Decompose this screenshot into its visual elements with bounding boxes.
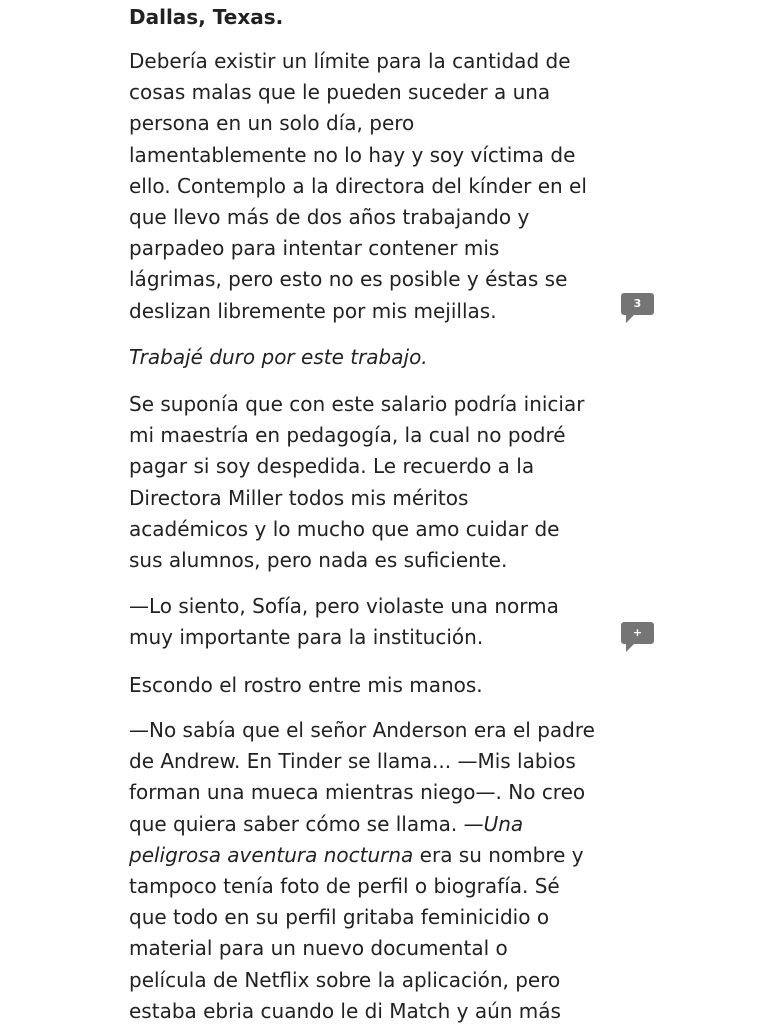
paragraph-line: película de Netflix sobre la aplicación, pero xyxy=(129,967,561,992)
paragraph-line: tampoco tenía foto de perfil o biografía. Sé xyxy=(129,874,560,899)
paragraph-line: parpadeo para intentar contener mis xyxy=(129,236,500,261)
paragraph-line: sus alumnos, pero nada es suficiente. xyxy=(129,548,508,573)
chapter-location-heading: Dallas, Texas. xyxy=(129,5,284,29)
paragraph-comment-button[interactable] xyxy=(621,293,654,324)
paragraph-5 xyxy=(129,670,629,701)
paragraph-line: que llevo más de dos años trabajando y xyxy=(129,205,530,230)
paragraph-line: estaba ebria cuando le di Match y aún más xyxy=(129,998,561,1023)
line-text-italic: Una xyxy=(483,811,524,836)
line-text: que quiera saber cómo se llama. — xyxy=(129,811,484,836)
add-comment-button[interactable] xyxy=(621,622,654,653)
add-comment-plus: + xyxy=(632,626,643,639)
paragraph-3 xyxy=(129,389,629,576)
paragraph-line: Directora Miller todos mis méritos xyxy=(129,485,469,510)
paragraph-line: cosas malas que le pueden suceder a una xyxy=(129,80,551,105)
paragraph-1 xyxy=(129,46,629,327)
paragraph-6 xyxy=(129,715,629,1027)
paragraph-line: material para un nuevo documental o xyxy=(129,936,508,961)
paragraph-line: ello. Contemplo a la directora del kínder en el xyxy=(129,173,587,198)
paragraph-line: pagar si soy despedida. Le recuerdo a la xyxy=(129,454,535,479)
paragraph-line: —Lo siento, Sofía, pero violaste una norma xyxy=(129,594,559,618)
paragraph-line: forman una mueca mientras niego—. No creo xyxy=(129,780,586,805)
paragraph-line: Debería existir un límite para la cantidad de xyxy=(129,49,571,73)
paragraph-line: —No sabía que el señor Anderson era el padre xyxy=(129,718,595,742)
paragraph-line: persona en un solo día, pero xyxy=(129,111,415,136)
paragraph-line: Escondo el rostro entre mis manos. xyxy=(129,673,483,697)
line-text-italic: peligrosa aventura nocturna xyxy=(129,842,414,867)
paragraph-line xyxy=(129,809,629,840)
paragraph-line: muy importante para la institución. xyxy=(129,625,484,650)
paragraph-line: que todo en su perfil gritaba feminicidio o xyxy=(129,905,550,930)
paragraph-line: de Andrew. En Tinder se llama... —Mis labios xyxy=(129,749,576,774)
comment-count: 3 xyxy=(633,297,642,310)
paragraph-line: mi maestría en pedagogía, la cual no podré xyxy=(129,423,566,448)
line-text: era su nombre y xyxy=(413,842,584,867)
paragraph-line xyxy=(129,840,629,871)
paragraph-line: deslizan libremente por mis mejillas. xyxy=(129,298,497,323)
paragraph-2 xyxy=(129,342,629,373)
paragraph-line: lágrimas, pero esto no es posible y éstas se xyxy=(129,267,568,292)
paragraph-line: Trabajé duro por este trabajo. xyxy=(129,345,428,369)
paragraph-line: Se suponía que con este salario podría iniciar xyxy=(129,392,585,416)
paragraph-line: académicos y lo mucho que amo cuidar de xyxy=(129,516,560,541)
paragraph-4 xyxy=(129,591,629,653)
paragraph-line: lamentablemente no lo hay y soy víctima de xyxy=(129,142,576,167)
